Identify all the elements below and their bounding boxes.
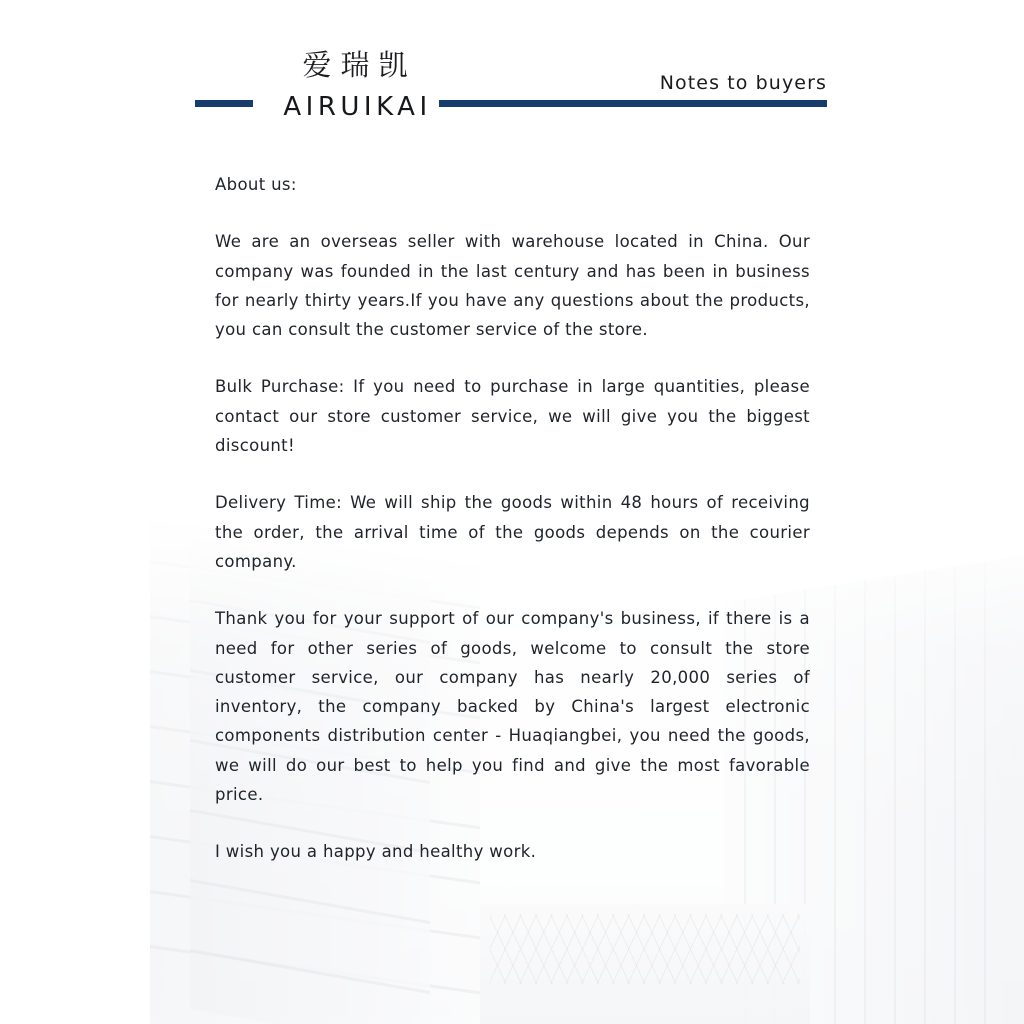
document-body: [215, 170, 810, 867]
header-rule-left: [195, 100, 253, 107]
page-title: Notes to buyers: [659, 72, 827, 94]
paragraph-bulk-purchase: Bulk Purchase: If you need to purchase in large quantities, please contact our store customer service, we will give you the biggest discount!: [215, 377, 810, 456]
paragraph-closing: I wish you a happy and healthy work.: [215, 842, 537, 862]
paragraph-delivery-time: Delivery Time: We will ship the goods within 48 hours of receiving the order, the arrival time of the goods depends on the courier company.: [215, 493, 810, 571]
brand-name-en: AIRUIKAI: [283, 92, 432, 122]
brand-logo: [270, 48, 440, 124]
paragraph-thank-you: Thank you for your support of our company's business, if there is a need for other series of goods, welcome to consult the store customer service, our company has nearly 20,000 series of inventory, the company backed by China's largest electronic components distribution center - Huaqiangbei, you need the goods, we will do our best to help you find and give the most favorable price.: [215, 609, 810, 805]
document-header: [150, 48, 866, 132]
paragraph-about: We are an overseas seller with warehouse located in China. Our company was founded in the last century and has been in business for nearly thirty years.If you have any questions about the products, you can consult the customer service of the store.: [215, 232, 810, 340]
left-margin: [0, 0, 150, 1024]
header-rule-right: [439, 100, 827, 107]
brand-name-cn: 爱瑞凯: [302, 48, 417, 82]
about-us-heading: About us:: [215, 175, 297, 194]
